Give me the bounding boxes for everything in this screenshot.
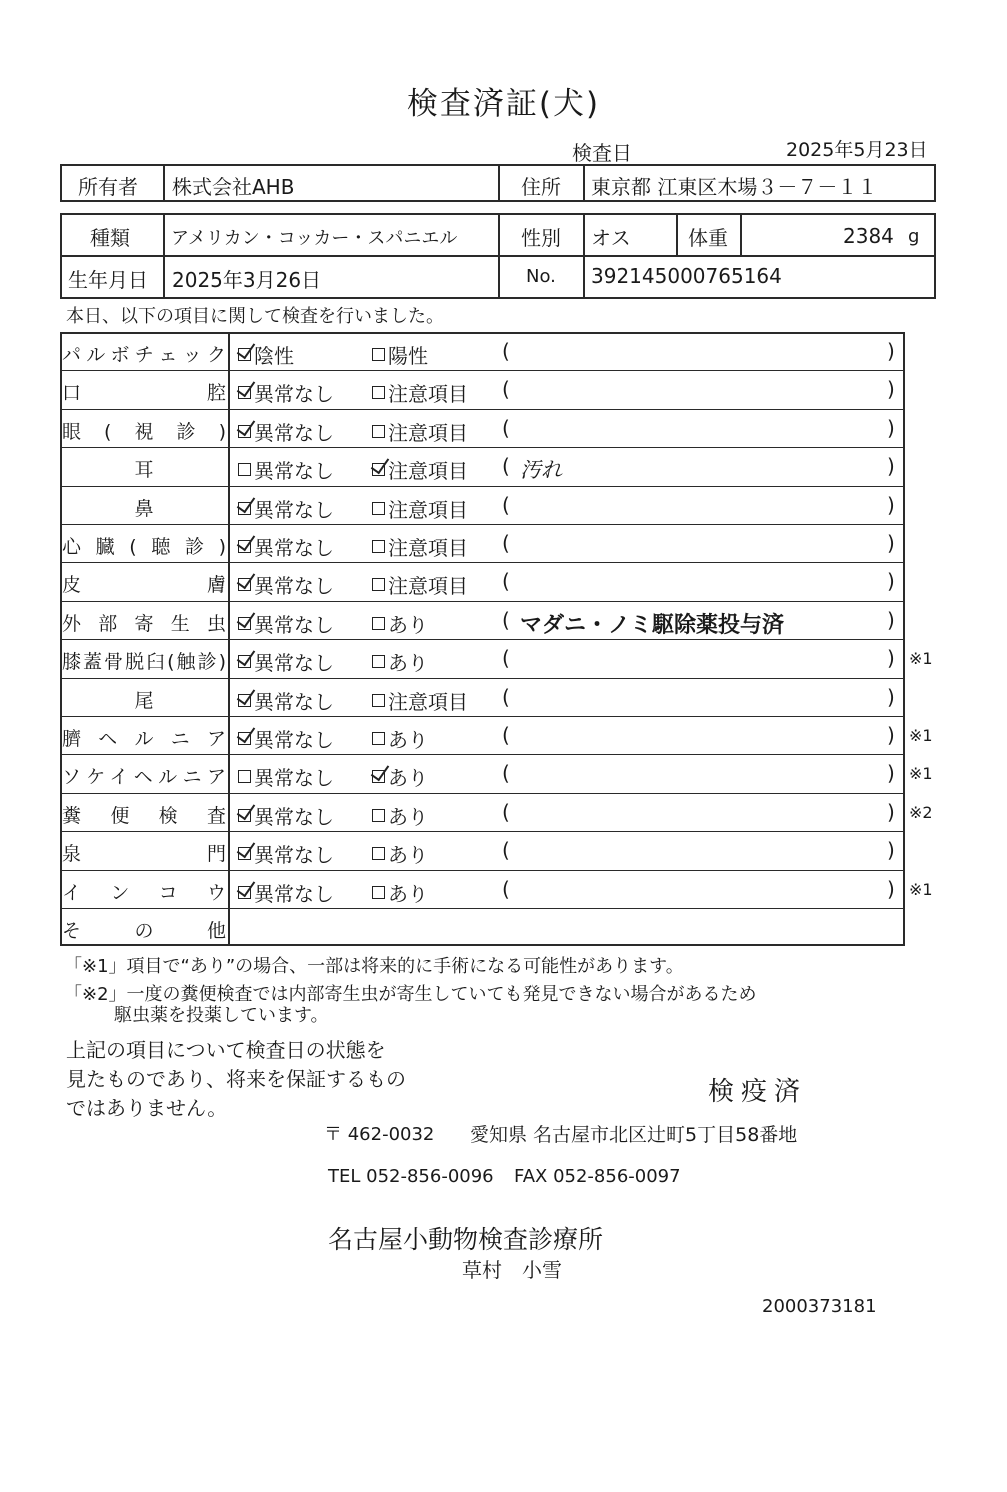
- checkbox-icon[interactable]: [372, 502, 385, 515]
- option-label: 異常なし: [254, 843, 334, 868]
- row-separator: [60, 908, 905, 909]
- exam-date-value: 2025年5月23日: [786, 139, 928, 161]
- row-separator: [60, 370, 905, 371]
- option-normal[interactable]: [238, 647, 334, 676]
- sex-label: 性別: [521, 226, 561, 250]
- option-label: 陰性: [254, 344, 294, 368]
- row-separator: [60, 601, 905, 602]
- checkbox-icon[interactable]: [372, 770, 385, 783]
- option-label: あり: [388, 804, 428, 829]
- row-label: 臍ヘルニア: [62, 728, 226, 750]
- row-label: 尾: [134, 689, 154, 712]
- option-label: 異常なし: [254, 574, 334, 599]
- row-separator: [60, 831, 905, 832]
- weight-value: 2384: [843, 224, 894, 248]
- option-abnormal[interactable]: [372, 455, 468, 484]
- option-label: あり: [388, 651, 428, 676]
- option-label: 注意項目: [388, 574, 468, 599]
- option-normal[interactable]: [238, 455, 334, 484]
- option-label: 異常なし: [254, 728, 334, 752]
- checkbox-icon[interactable]: [372, 425, 385, 438]
- option-abnormal[interactable]: [372, 724, 428, 753]
- option-abnormal[interactable]: [372, 340, 428, 369]
- option-label: 異常なし: [254, 689, 334, 714]
- option-label: 異常なし: [254, 536, 334, 560]
- option-abnormal[interactable]: [372, 762, 428, 791]
- paren-open: (: [502, 876, 510, 901]
- row-label: 耳: [134, 459, 154, 482]
- option-abnormal[interactable]: [372, 378, 468, 407]
- checkbox-icon[interactable]: [372, 386, 385, 399]
- paren-open: (: [502, 454, 510, 479]
- paren-open: (: [502, 531, 510, 555]
- paren-close: ): [887, 684, 895, 709]
- intro-text: 本日、以下の項目に関して検査を行いました。: [66, 306, 444, 327]
- option-label: 陽性: [388, 344, 428, 368]
- option-normal[interactable]: [238, 417, 334, 446]
- clinic-tel: TEL 052-856-0096: [328, 1166, 494, 1187]
- checkbox-icon[interactable]: [372, 617, 385, 630]
- sex-value: オス: [591, 226, 631, 250]
- footnote-mark: ※1: [909, 726, 933, 745]
- footnote-mark: ※1: [909, 764, 933, 784]
- option-label: 注意項目: [388, 420, 468, 445]
- paren-close: ): [887, 723, 895, 747]
- number-label: No.: [526, 266, 556, 287]
- option-normal[interactable]: [238, 839, 334, 868]
- checkbox-icon[interactable]: [238, 617, 251, 630]
- row-label: 膝蓋骨脱臼(触診): [62, 651, 226, 674]
- option-abnormal[interactable]: [372, 878, 428, 907]
- paren-open: (: [502, 761, 510, 786]
- owner-label: 所有者: [78, 175, 138, 199]
- number-value: 392145000765164: [591, 264, 782, 288]
- option-normal[interactable]: [238, 686, 334, 715]
- row-note: 汚れ: [520, 458, 562, 483]
- checkbox-icon[interactable]: [238, 886, 251, 899]
- option-label: 異常なし: [254, 804, 334, 829]
- paren-open: (: [502, 723, 510, 747]
- option-label: 注意項目: [388, 497, 468, 522]
- serial-number: 2000373181: [762, 1296, 877, 1317]
- postal-code: 〒 462-0032: [324, 1124, 435, 1145]
- row-label: 眼(視診): [62, 420, 226, 443]
- row-label-other: その他: [62, 920, 226, 942]
- option-abnormal[interactable]: [372, 839, 428, 868]
- row-label: 鼻: [134, 497, 154, 520]
- option-label: 注意項目: [388, 689, 468, 714]
- option-label: 異常なし: [254, 651, 334, 676]
- row-separator: [60, 870, 905, 871]
- checkbox-icon[interactable]: [372, 847, 385, 860]
- exam-date-label: 検査日: [572, 141, 632, 165]
- option-normal[interactable]: [238, 609, 334, 638]
- address-label: 住所: [521, 175, 561, 199]
- option-abnormal[interactable]: [372, 494, 468, 523]
- option-label: あり: [388, 728, 428, 752]
- option-label: 注意項目: [388, 536, 468, 560]
- row-label: 皮膚: [62, 574, 226, 597]
- option-normal[interactable]: [238, 340, 294, 369]
- checkbox-icon[interactable]: [238, 809, 251, 822]
- paren-open: (: [502, 339, 510, 363]
- option-abnormal[interactable]: [372, 647, 428, 676]
- footnote-1: 「※1」項目で“あり”の場合、一部は将来的に手術になる可能性があります。: [64, 956, 684, 977]
- option-normal[interactable]: [238, 570, 334, 599]
- paren-close: ): [887, 761, 895, 786]
- checkbox-icon[interactable]: [238, 540, 251, 553]
- footnote-mark: ※1: [909, 879, 933, 899]
- row-separator: [60, 793, 905, 794]
- paren-close: ): [887, 607, 895, 632]
- option-label: 異常なし: [254, 420, 334, 445]
- paren-open: (: [502, 492, 510, 517]
- disclaimer-line-3: ではありません。: [66, 1096, 228, 1120]
- dob-label: 生年月日: [68, 268, 148, 292]
- row-label: 心臓(聴診): [62, 536, 226, 558]
- vet-name: 草村 小雪: [462, 1258, 562, 1282]
- option-abnormal[interactable]: [372, 532, 468, 561]
- row-separator: [60, 716, 905, 717]
- row-separator: [60, 639, 905, 640]
- quarantine-stamp: 検疫済: [708, 1077, 808, 1107]
- option-abnormal[interactable]: [372, 801, 428, 830]
- option-label: 異常なし: [254, 497, 334, 522]
- checkbox-icon[interactable]: [238, 463, 251, 476]
- checkbox-icon[interactable]: [372, 655, 385, 668]
- option-label: 異常なし: [254, 382, 334, 407]
- paren-close: ): [887, 339, 895, 363]
- paren-open: (: [502, 684, 510, 709]
- disclaimer-line-2: 見たものであり、将来を保証するもの: [66, 1067, 406, 1091]
- row-note: マダニ・ノミ駆除薬投与済: [520, 612, 785, 638]
- owner-value: 株式会社AHB: [172, 175, 295, 199]
- checkbox-icon[interactable]: [372, 732, 385, 745]
- option-label: 注意項目: [388, 459, 468, 484]
- row-label: 糞便検査: [62, 804, 226, 827]
- checkbox-icon[interactable]: [238, 348, 251, 361]
- paren-open: (: [502, 607, 510, 632]
- paren-close: ): [887, 646, 895, 671]
- paren-close: ): [887, 492, 895, 517]
- paren-open: (: [502, 569, 510, 594]
- paren-close: ): [887, 531, 895, 555]
- row-label: 外部寄生虫: [62, 612, 226, 635]
- checkbox-icon[interactable]: [372, 886, 385, 899]
- checkbox-icon[interactable]: [238, 770, 251, 783]
- checkbox-icon[interactable]: [372, 463, 385, 476]
- option-label: 異常なし: [254, 459, 334, 484]
- row-label: 口腔: [62, 382, 226, 405]
- row-separator: [60, 678, 905, 679]
- dob-value: 2025年3月26日: [172, 268, 322, 292]
- row-label: 泉門: [62, 843, 226, 866]
- option-label: 異常なし: [254, 766, 334, 791]
- checkbox-icon[interactable]: [372, 348, 385, 361]
- row-label: ソケイヘルニア: [62, 766, 226, 789]
- footnote-mark: ※1: [909, 649, 933, 669]
- paren-close: ): [887, 569, 895, 594]
- document-title: 検査済証(犬): [406, 86, 601, 122]
- option-normal[interactable]: [238, 494, 334, 523]
- option-normal[interactable]: [238, 724, 334, 753]
- paren-open: (: [502, 377, 510, 402]
- option-label: あり: [388, 881, 428, 906]
- paren-close: ): [887, 454, 895, 479]
- paren-close: ): [887, 876, 895, 901]
- paren-open: (: [502, 838, 510, 863]
- paren-close: ): [887, 838, 895, 863]
- option-abnormal[interactable]: [372, 609, 428, 638]
- option-label: あり: [388, 843, 428, 868]
- checkbox-icon[interactable]: [238, 578, 251, 591]
- row-separator: [60, 447, 905, 448]
- weight-label: 体重: [688, 226, 728, 250]
- paren-open: (: [502, 799, 510, 824]
- checkbox-icon[interactable]: [238, 425, 251, 438]
- row-separator: [60, 524, 905, 525]
- checkbox-icon[interactable]: [372, 540, 385, 553]
- row-separator: [60, 562, 905, 563]
- option-abnormal[interactable]: [372, 417, 468, 446]
- row-separator: [60, 486, 905, 487]
- option-normal[interactable]: [238, 762, 334, 791]
- option-normal[interactable]: [238, 378, 334, 407]
- option-label: 異常なし: [254, 881, 334, 906]
- paren-close: ): [887, 799, 895, 824]
- row-label: パルボチェック: [62, 344, 226, 366]
- option-abnormal[interactable]: [372, 570, 468, 599]
- option-label: 注意項目: [388, 382, 468, 407]
- paren-open: (: [502, 646, 510, 671]
- disclaimer-line-1: 上記の項目について検査日の状態を: [66, 1038, 386, 1062]
- footnote-2-line-2: 駆虫薬を投薬しています。: [114, 1005, 329, 1026]
- checkbox-icon[interactable]: [372, 809, 385, 822]
- option-normal[interactable]: [238, 801, 334, 830]
- checkbox-icon[interactable]: [372, 578, 385, 591]
- footnote-2-line-1: 「※2」一度の糞便検査では内部寄生虫が寄生していても発見できない場合があるため: [64, 984, 757, 1005]
- option-label: 異常なし: [254, 612, 334, 637]
- clinic-address: 愛知県 名古屋市北区辻町5丁目58番地: [470, 1124, 798, 1146]
- option-normal[interactable]: [238, 532, 334, 561]
- checkbox-icon[interactable]: [372, 694, 385, 707]
- breed-value: アメリカン・コッカー・スパニエル: [171, 228, 458, 249]
- checkbox-icon[interactable]: [238, 732, 251, 745]
- paren-open: (: [502, 415, 510, 440]
- option-normal[interactable]: [238, 878, 334, 907]
- breed-label: 種類: [90, 226, 130, 250]
- checkbox-icon[interactable]: [238, 694, 251, 707]
- weight-unit: g: [908, 226, 920, 247]
- checkbox-icon[interactable]: [238, 502, 251, 515]
- clinic-name: 名古屋小動物検査診療所: [328, 1225, 604, 1254]
- option-label: あり: [388, 612, 428, 637]
- row-label: インコウ: [62, 881, 226, 904]
- option-label: あり: [388, 766, 428, 791]
- row-separator: [60, 409, 905, 410]
- row-separator: [60, 754, 905, 755]
- footnote-mark: ※2: [909, 802, 933, 822]
- paren-close: ): [887, 415, 895, 440]
- paren-close: ): [887, 377, 895, 402]
- checkbox-icon[interactable]: [238, 655, 251, 668]
- clinic-fax: FAX 052-856-0097: [514, 1166, 681, 1187]
- checkbox-icon[interactable]: [238, 386, 251, 399]
- option-abnormal[interactable]: [372, 686, 468, 715]
- address-value: 東京都 江東区木場３－７－１１: [591, 175, 878, 199]
- checkbox-icon[interactable]: [238, 847, 251, 860]
